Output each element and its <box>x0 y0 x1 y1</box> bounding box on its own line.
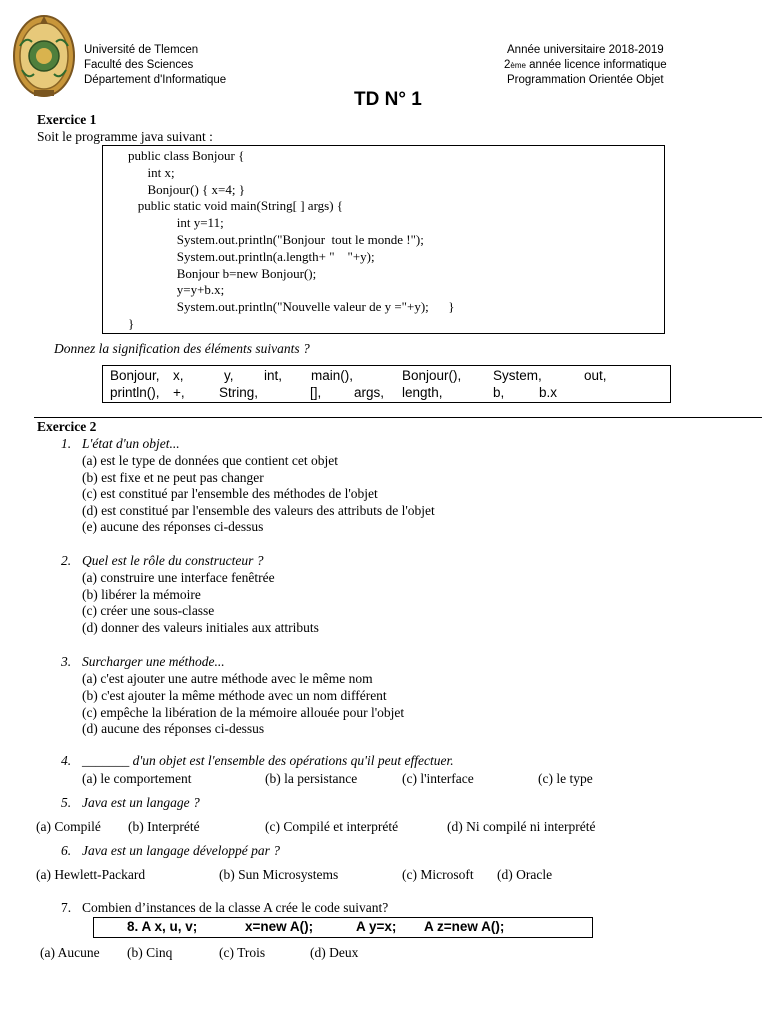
code-line: Bonjour() { x=4; } <box>128 181 245 197</box>
question-4-text: _______ d'un objet est l'ensemble des opérations qu'il peut effectuer. <box>82 753 454 768</box>
answer-option: (a) Compilé <box>36 819 101 834</box>
java-code-box <box>102 145 665 334</box>
page-title: TD N° 1 <box>354 89 422 110</box>
exercise-1-heading: Exercice 1 <box>37 112 97 127</box>
keyword: [], <box>310 385 322 400</box>
answer-option: (e) aucune des réponses ci-dessus <box>82 519 264 534</box>
answer-option: (c) l'interface <box>402 771 474 786</box>
answer-option: (d) Deux <box>310 945 359 960</box>
answer-option: (c) créer une sous-classe <box>82 603 215 618</box>
q7-code-box <box>93 917 593 938</box>
university-logo <box>12 6 76 100</box>
question-5-number: 5. <box>61 795 72 810</box>
keyword: +, <box>173 385 185 400</box>
answer-option: (d) Ni compilé ni interprété <box>447 819 596 834</box>
keyword: Bonjour, <box>110 368 160 383</box>
answer-option: (d) est constitué par l'ensemble des valeurs des attributs de l'objet <box>82 503 435 518</box>
q7-code-stmt: A y=x; <box>356 919 397 934</box>
keyword: main(), <box>311 368 354 383</box>
code-line: } <box>128 315 135 331</box>
answer-option: (c) Trois <box>219 945 266 960</box>
answer-option: (c) le type <box>538 771 593 786</box>
code-line: y=y+b.x; <box>128 282 225 298</box>
keyword: b, <box>493 385 505 400</box>
question-2-text: Quel est le rôle du constructeur ? <box>82 553 264 568</box>
keyword: x, <box>173 368 184 383</box>
answer-option: (d) Oracle <box>497 867 553 882</box>
q7-code-stmt: A z=new A(); <box>424 919 505 934</box>
answer-option: (d) donner des valeurs initiales aux attributs <box>82 620 319 635</box>
question-7-number: 7. <box>61 900 72 915</box>
header-department: Département d'Informatique <box>84 74 227 86</box>
question-6-text: Java est un langage développé par ? <box>82 843 280 858</box>
keyword: int, <box>264 368 283 383</box>
code-line: public static void main(String[ ] args) { <box>128 198 344 214</box>
answer-option: (c) empêche la libération de la mémoire allouée pour l'objet <box>82 705 405 720</box>
answer-option: (b) Sun Microsystems <box>219 867 339 882</box>
answer-option: (b) Interprété <box>128 819 200 834</box>
answer-option: (b) libérer la mémoire <box>82 587 201 602</box>
q7-code-line: 8. A x, u, v; <box>127 919 198 934</box>
keywords-box <box>102 365 671 403</box>
question-1-number: 1. <box>61 436 72 451</box>
answer-option: (a) Hewlett-Packard <box>36 867 146 882</box>
code-line: System.out.println(a.length+ " "+y); <box>128 248 375 264</box>
question-7-text: Combien d’instances de la classe A crée le code suivant? <box>82 900 389 915</box>
code-line: Bonjour b=new Bonjour(); <box>128 265 317 281</box>
answer-option: (c) est constitué par l'ensemble des méthodes de l'objet <box>82 486 378 501</box>
header-academic-year: Année universitaire 2018-2019 <box>507 44 664 56</box>
answer-option: (b) la persistance <box>265 771 358 786</box>
question-6-number: 6. <box>61 843 72 858</box>
keyword: String, <box>219 385 259 400</box>
exercise-1-intro: Soit le programme java suivant : <box>37 129 213 144</box>
question-1-text: L'état d'un objet... <box>82 436 180 451</box>
exercise-2-heading: Exercice 2 <box>37 419 97 434</box>
question-3-text: Surcharger une méthode... <box>82 654 225 669</box>
answer-option: (a) c'est ajouter une autre méthode avec le même nom <box>82 671 373 686</box>
header-faculty: Faculté des Sciences <box>84 59 194 71</box>
answer-option: (b) Cinq <box>127 945 173 960</box>
section-divider <box>34 417 762 418</box>
answer-option: (a) le comportement <box>82 771 192 786</box>
keyword: out, <box>584 368 607 383</box>
question-2-number: 2. <box>61 553 72 568</box>
answer-option: (c) Compilé et interprété <box>265 819 399 834</box>
exercise-1-question: Donnez la signification des éléments suivants ? <box>54 341 310 356</box>
answer-option: (a) Aucune <box>40 945 100 960</box>
question-5-text: Java est un langage ? <box>82 795 200 810</box>
keyword: args, <box>354 385 385 400</box>
keyword: y, <box>224 368 234 383</box>
keyword: b.x <box>539 385 558 400</box>
keyword: System, <box>493 368 542 383</box>
q7-code-stmt: x=new A(); <box>245 919 314 934</box>
header-course: Programmation Orientée Objet <box>507 74 664 86</box>
header-level: 2ème année licence informatique <box>504 59 667 71</box>
code-line: public class Bonjour { <box>128 148 245 163</box>
answer-option: (d) aucune des réponses ci-dessus <box>82 721 265 736</box>
answer-option: (b) c'est ajouter la même méthode avec un nom différent <box>82 688 387 703</box>
code-line: int x; <box>128 164 175 180</box>
question-3-number: 3. <box>61 654 72 669</box>
code-line: System.out.println("Bonjour tout le monde !"); <box>128 231 424 247</box>
header-university: Université de Tlemcen <box>84 44 199 56</box>
answer-option: (c) Microsoft <box>402 867 474 882</box>
keyword: println(), <box>110 385 160 400</box>
keyword: length, <box>402 385 443 400</box>
question-4-number: 4. <box>61 753 72 768</box>
answer-option: (a) construire une interface fenêtrée <box>82 570 275 585</box>
code-line: int y=11; <box>128 215 224 231</box>
code-line: System.out.println("Nouvelle valeur de y ="+y); } <box>128 299 455 315</box>
keyword: Bonjour(), <box>402 368 462 383</box>
answer-option: (a) est le type de données que contient cet objet <box>82 453 339 468</box>
answer-option: (b) est fixe et ne peut pas changer <box>82 470 264 485</box>
